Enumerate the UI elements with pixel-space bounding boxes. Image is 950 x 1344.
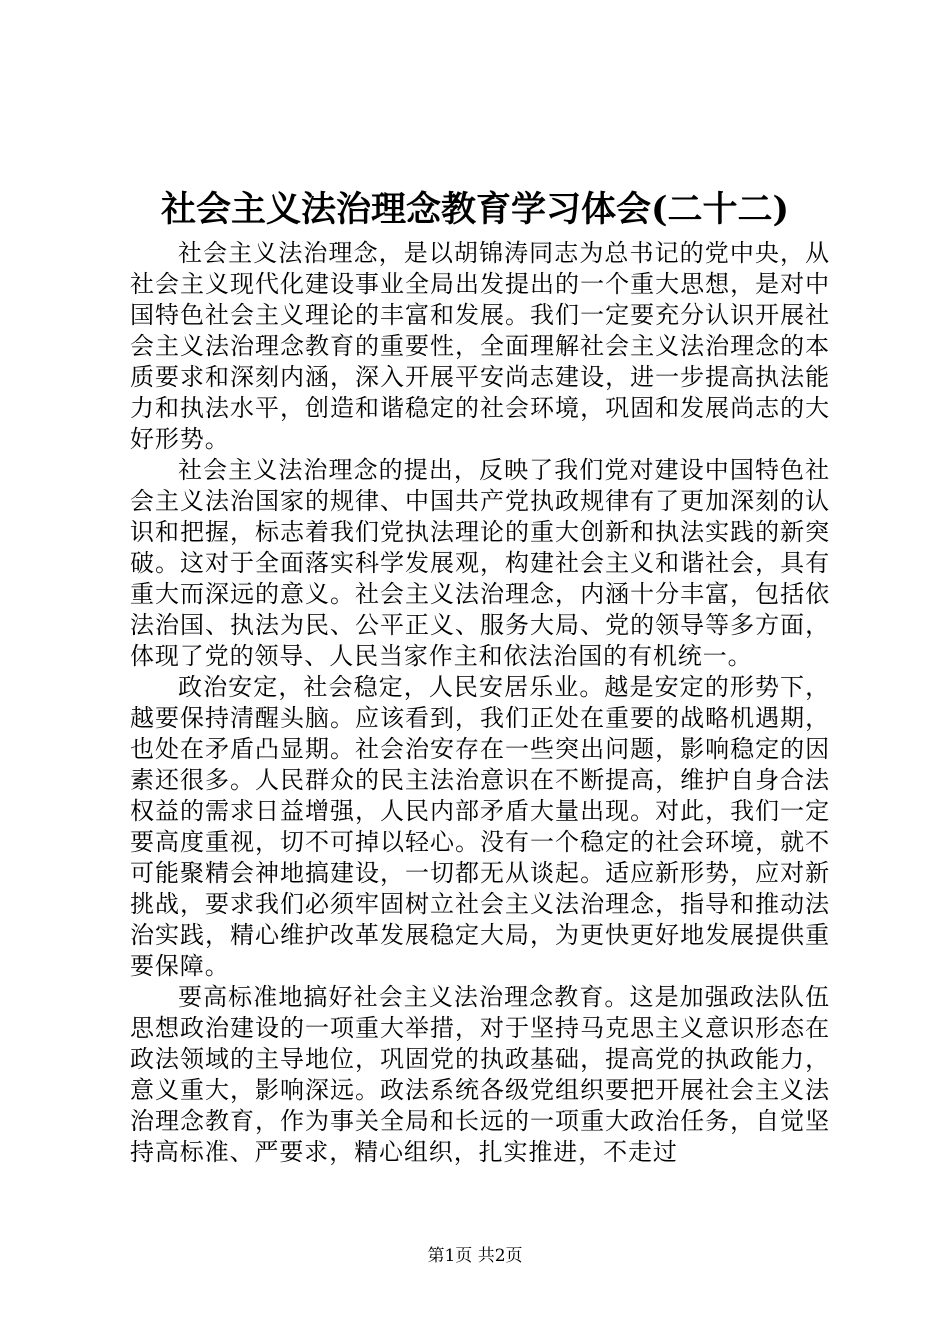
paragraph-4: 要高标准地搞好社会主义法治理念教育。这是加强政法队伍思想政治建设的一项重大举措，对于坚持马克思主义意识形态在政法领域的主导地位，巩固党的执政基础，提高党的执政能力，意义重大，影响深远。政法系统各级党组织要把开展社会主义法治理念教育，作为事关全局和长远的一项重大政治任务，自觉坚持高标准、严要求，精心组织，扎实推进，不走过: [130, 983, 830, 1166]
paragraph-1: 社会主义法治理念，是以胡锦涛同志为总书记的党中央，从社会主义现代化建设事业全局出发提出的一个重大思想，是对中国特色社会主义理论的丰富和发展。我们一定要充分认识开展社会主义法治理念教育的重要性，全面理解社会主义法治理念的本质要求和深刻内涵，深入开展平安尚志建设，进一步提高执法能力和执法水平，创造和谐稳定的社会环境，巩固和发展尚志的大好形势。: [130, 239, 830, 453]
page-number-footer: 第1页 共2页: [427, 1246, 523, 1266]
document-title: 社会主义法治理念教育学习体会(二十二): [160, 189, 790, 230]
document-body: [130, 238, 830, 1168]
paragraph-2: 社会主义法治理念的提出，反映了我们党对建设中国特色社会主义法治国家的规律、中国共产党执政规律有了更加深刻的认识和把握，标志着我们党执法理论的重大创新和执法实践的新突破。这对于全面落实科学发展观，构建社会主义和谐社会，具有重大而深远的意义。社会主义法治理念，内涵十分丰富，包括依法治国、执法为民、公平正义、服务大局、党的领导等多方面，体现了党的领导、人民当家作主和依法治国的有机统一。: [130, 456, 830, 670]
paragraph-3: 政治安定，社会稳定，人民安居乐业。越是安定的形势下，越要保持清醒头脑。应该看到，我们正处在重要的战略机遇期，也处在矛盾凸显期。社会治安存在一些突出问题，影响稳定的因素还很多。人民群众的民主法治意识在不断提高，维护自身合法权益的需求日益增强，人民内部矛盾大量出现。对此，我们一定要高度重视，切不可掉以轻心。没有一个稳定的社会环境，就不可能聚精会神地搞建设，一切都无从谈起。适应新形势，应对新挑战，要求我们必须牢固树立社会主义法治理念，指导和推动法治实践，精心维护改革发展稳定大局，为更快更好地发展提供重要保障。: [130, 673, 830, 980]
